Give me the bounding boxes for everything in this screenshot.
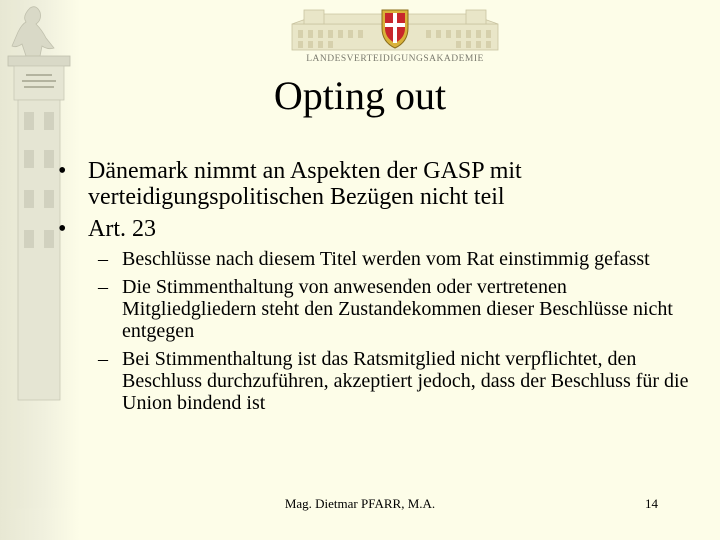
academy-building-logo: [290, 6, 500, 52]
bullet-text: Art. 23: [88, 216, 156, 242]
bullet-item: [58, 158, 698, 210]
institution-name: LANDESVERTEIDIGUNGSAKADEMIE: [306, 54, 484, 64]
sub-bullet-marker: –: [98, 276, 108, 298]
sub-bullet-item: [88, 248, 698, 270]
slide-body: [58, 158, 698, 420]
sub-bullet-text: Beschlüsse nach diesem Titel werden vom Rat einstimmig gefasst: [122, 248, 650, 270]
sub-bullet-item: [88, 276, 698, 342]
sub-bullet-item: [88, 348, 698, 414]
slide-title: Opting out: [273, 73, 447, 118]
footer-author: Mag. Dietmar PFARR, M.A.: [284, 496, 436, 511]
sub-bullet-marker: –: [98, 248, 108, 270]
sub-bullet-marker: –: [98, 348, 108, 370]
bullet-marker: •: [58, 158, 67, 184]
sub-bullet-text: Die Stimmenthaltung von anwesenden oder vertretenen Mitgliedgliedern steht den Zustandekommen dieser Beschlüsse nicht entgegen: [122, 276, 673, 342]
bullet-text: Dänemark nimmt an Aspekten der GASP mit verteidigungspolitischen Bezügen nicht teil: [88, 158, 522, 210]
bullet-item: [58, 216, 698, 242]
sub-bullet-list: [58, 248, 698, 414]
page-number: 14: [645, 496, 658, 511]
bullet-marker: •: [58, 216, 67, 242]
sub-bullet-text: Bei Stimmenthaltung ist das Ratsmitglied nicht verpflichtet, den Beschluss durchzuführen, akzeptiert jedoch, dass der Beschluss für die Union bindend ist: [122, 348, 689, 414]
